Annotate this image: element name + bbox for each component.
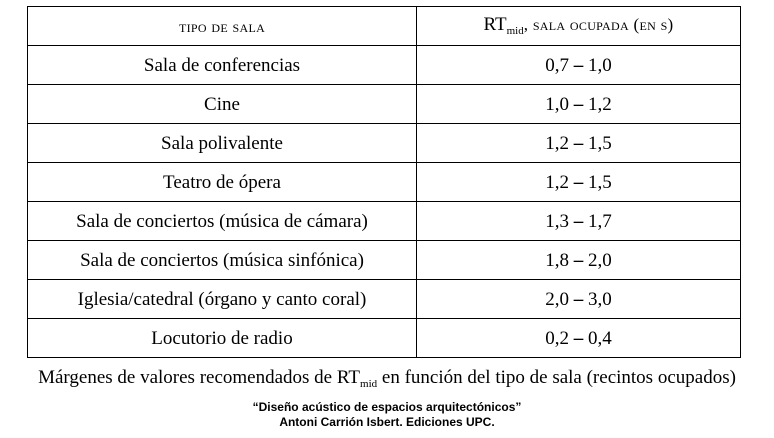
range-dash: – [573,327,584,349]
cell-tipo-de-sala: Sala polivalente [28,124,417,163]
rt-max: 1,5 [588,132,612,154]
cell-rt-range [417,280,741,319]
rt-min: 0,7 [545,54,569,76]
range-dash: – [573,210,584,232]
source-title: “Diseño acústico de espacios arquitectónicos” [252,400,522,414]
range-dash: – [573,54,584,76]
rt-max: 2,0 [588,249,612,271]
table-row [28,241,741,280]
rt-min: 0,2 [545,327,569,349]
rt-min: 1,0 [545,93,569,115]
cell-tipo-de-sala: Sala de conciertos (música sinfónica) [28,241,417,280]
header-rt-suffix: , sala ocupada (en s) [523,15,674,34]
range-dash: – [573,132,584,154]
rt-max: 0,4 [588,327,612,349]
reverberation-table [27,6,741,358]
rt-max: 3,0 [588,288,612,310]
cell-rt-range [417,124,741,163]
rt-max: 1,5 [588,171,612,193]
range-dash: – [573,249,584,271]
table-row [28,202,741,241]
rt-min: 2,0 [545,288,569,310]
source-author: Antoni Carrión Isbert. Ediciones UPC. [279,415,495,429]
rt-max: 1,2 [588,93,612,115]
cell-rt-range [417,241,741,280]
table-row [28,280,741,319]
table-body [28,46,741,358]
rt-min: 1,2 [545,171,569,193]
table-row [28,124,741,163]
cell-tipo-de-sala: Sala de conciertos (música de cámara) [28,202,417,241]
cell-rt-range [417,163,741,202]
caption-after: en función del tipo de sala (recintos ocupados) [377,367,736,388]
cell-tipo-de-sala: Iglesia/catedral (órgano y canto coral) [28,280,417,319]
cell-tipo-de-sala: Cine [28,85,417,124]
header-rt-mid [417,7,741,46]
cell-tipo-de-sala: Teatro de ópera [28,163,417,202]
cell-rt-range [417,319,741,358]
table-row [28,85,741,124]
header-rt-subscript: mid [506,25,524,37]
rt-min: 1,2 [545,132,569,154]
rt-min: 1,3 [545,210,569,232]
rt-min: 1,8 [545,249,569,271]
table-row [28,46,741,85]
table-header-row [28,7,741,46]
table-row [28,163,741,202]
cell-rt-range [417,202,741,241]
header-tipo-de-sala [28,7,417,46]
table-caption [0,367,774,390]
range-dash: – [573,288,584,310]
range-dash: – [573,171,584,193]
rt-max: 1,0 [588,54,612,76]
cell-rt-range [417,85,741,124]
cell-rt-range [417,46,741,85]
caption-before: Márgenes de valores recomendados de RT [38,367,361,388]
header-rt-prefix: RT [483,14,507,35]
header-tipo-label: tipo de sala [178,16,266,36]
range-dash: – [573,93,584,115]
cell-tipo-de-sala: Locutorio de radio [28,319,417,358]
caption-subscript: mid [360,378,378,390]
rt-max: 1,7 [588,210,612,232]
table-row [28,319,741,358]
cell-tipo-de-sala: Sala de conferencias [28,46,417,85]
